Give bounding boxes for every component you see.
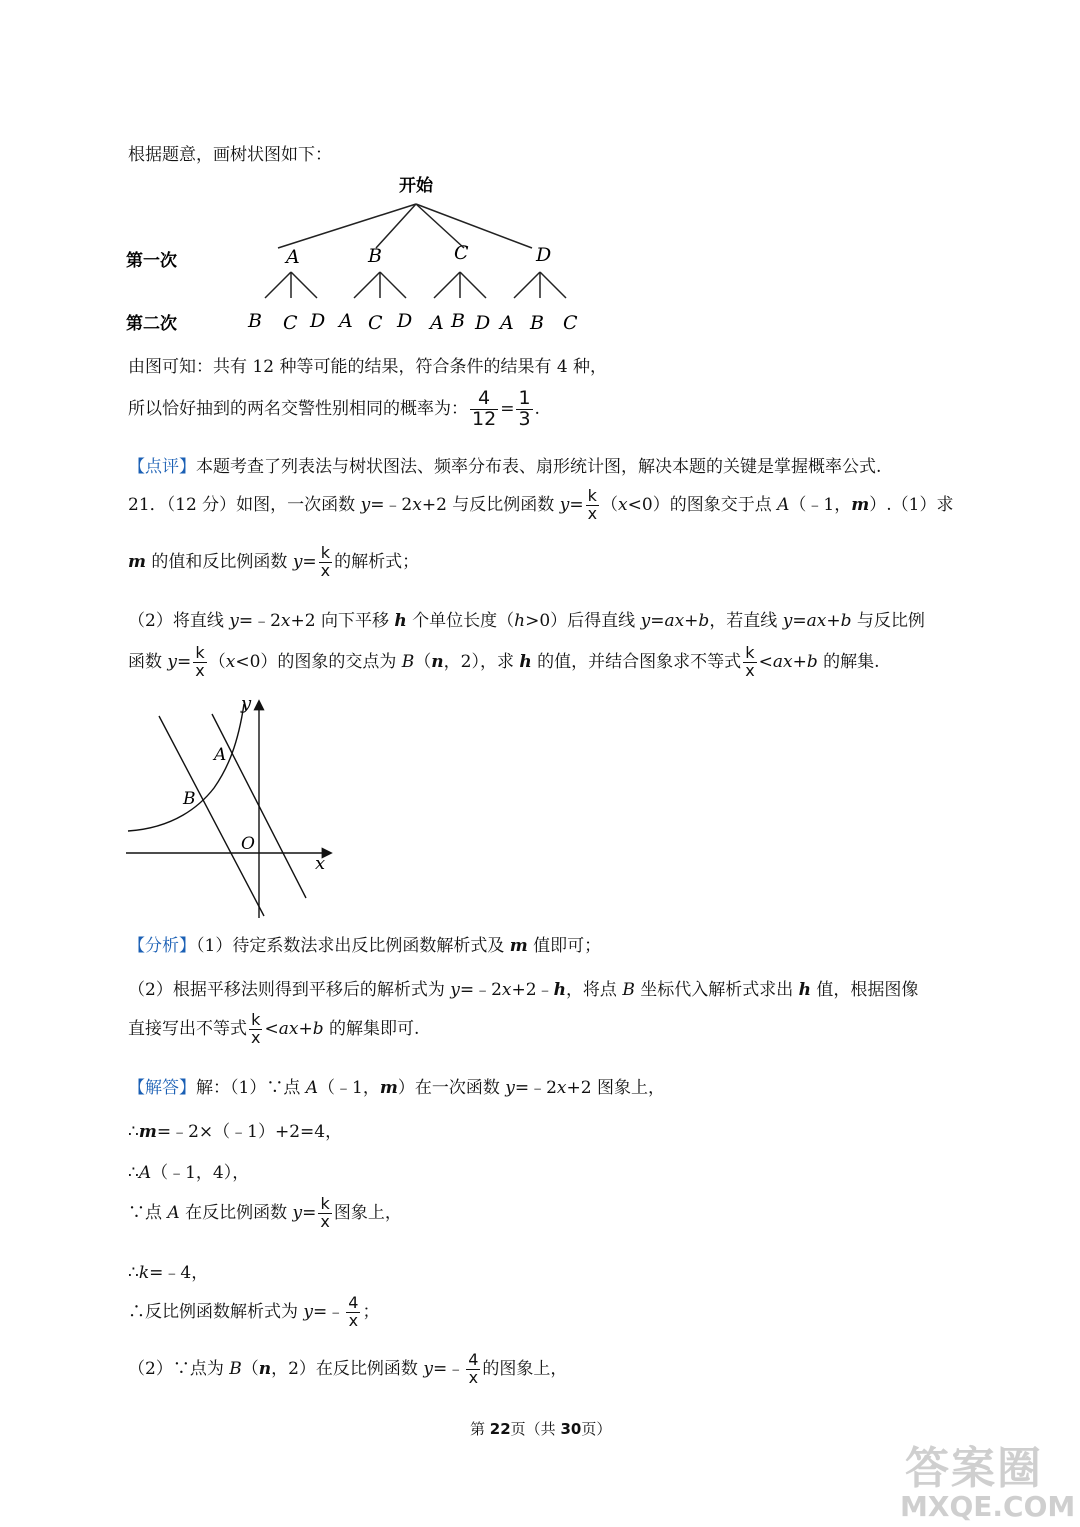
second-node: C — [283, 312, 298, 334]
second-node: B — [451, 310, 465, 332]
solution-tag: 【解答】 — [128, 1078, 196, 1098]
solution-line-3: ∴A（﹣1，4）， — [128, 1163, 250, 1183]
fraction-k-over-x: $\frac{k}{x}$ — [320, 543, 331, 580]
second-node: A — [500, 312, 514, 334]
second-node: D — [310, 310, 326, 332]
row1-label: 第一次 — [126, 251, 177, 271]
q21-line-4: 函数 y= $\frac{k}{x}$ （x<0）的图象的交点为 B（n，2），求 h 的值，并结合图象求不等式 $\frac{k}{x}$ <ax+b 的解集. — [128, 643, 880, 680]
analysis-line-3: 直接写出不等式 $\frac{k}{x}$ <ax+b 的解集即可. — [128, 1010, 420, 1047]
first-node-c: C — [454, 242, 469, 264]
fraction-k-over-x: $\frac{k}{x}$ — [320, 1194, 330, 1231]
second-node: A — [339, 310, 353, 332]
fraction-k-over-x: $\frac{k}{x}$ — [195, 643, 205, 680]
page-footer: 第 22页（共 30页） — [470, 1420, 612, 1438]
fraction-1-3: $\frac{1}{3}$ — [518, 387, 531, 430]
fraction-k-over-x: $\frac{k}{x}$ — [745, 643, 755, 680]
solution-line-7: （2）∵点为 B（n，2）在反比例函数 y=﹣ $\frac{4}{x}$ 的图象上， — [128, 1350, 568, 1387]
analysis-line-2: （2）根据平移法则得到平移后的解析式为 y=﹣2x+2﹣h，将点 B 坐标代入解析式求出 h 值，根据图像 — [128, 980, 919, 1000]
solution-line-1: 【解答】解：（1）∵点 A（﹣1，m）在一次函数 y=﹣2x+2 图象上， — [128, 1078, 665, 1098]
tree-intro: 根据题意，画树状图如下： — [128, 145, 332, 165]
fraction-4-over-x: $\frac{4}{x}$ — [348, 1293, 359, 1330]
second-node: C — [368, 312, 383, 334]
result-line: 由图可知：共有 12 种等可能的结果，符合条件的结果有 4 种， — [128, 357, 608, 377]
watermark-url: MXQE.COM — [900, 1490, 1076, 1523]
y-axis-label: y — [241, 694, 252, 714]
point-b-label: B — [183, 789, 196, 809]
second-node: C — [563, 312, 578, 334]
solution-line-5: ∴k=﹣4， — [128, 1263, 209, 1283]
analysis-tag: 【分析】 — [128, 936, 196, 956]
review-text: 本题考查了列表法与树状图法、频率分布表、扇形统计图，解决本题的关键是掌握概率公式. — [196, 457, 882, 477]
fraction-4-12: $\frac{4}{12}$ — [472, 387, 497, 430]
review-paragraph — [128, 452, 881, 477]
x-axis-label: x — [315, 853, 326, 874]
second-node: B — [530, 312, 544, 334]
first-node-b: B — [368, 245, 382, 267]
analysis-line-1: 【分析】（1）待定系数法求出反比例函数解析式及 m 值即可； — [128, 936, 602, 956]
function-graph — [124, 694, 344, 922]
fraction-k-over-x: $\frac{k}{x}$ — [587, 486, 598, 523]
second-node: D — [475, 312, 491, 334]
probability-line: 所以恰好抽到的两名交警性别相同的概率为： $\frac{4}{12}$ = $\frac{1}{3}$ . — [128, 387, 540, 430]
page-total: 30 — [560, 1420, 582, 1438]
shifted-line — [159, 716, 264, 916]
review-tag: 【点评】 — [128, 457, 196, 477]
second-node: D — [397, 310, 413, 332]
origin-label: O — [241, 834, 255, 854]
probability-text: 所以恰好抽到的两名交警性别相同的概率为： — [128, 398, 468, 419]
point-a-label: A — [214, 745, 227, 765]
tree-diagram — [120, 168, 600, 340]
q21-line-2: m 的值和反比例函数 y= $\frac{k}{x}$ 的解析式； — [128, 543, 420, 580]
second-node: B — [248, 310, 262, 332]
first-node-a: A — [286, 246, 300, 268]
watermark-logo: 答案圈 — [905, 1443, 1043, 1494]
second-node: A — [430, 312, 444, 334]
fraction-4-over-x: $\frac{4}{x}$ — [468, 1350, 479, 1387]
tree-root: 开始 — [399, 176, 433, 196]
solution-line-6: ∴反比例函数解析式为 y=﹣ $\frac{4}{x}$ ； — [128, 1293, 380, 1330]
fraction-k-over-x: $\frac{k}{x}$ — [251, 1010, 261, 1047]
solution-line-4: ∵点 A 在反比例函数 y= $\frac{k}{x}$ 图象上， — [128, 1194, 402, 1231]
row2-label: 第二次 — [126, 314, 177, 334]
solution-line-2: ∴m=﹣2×（﹣1）+2=4， — [128, 1122, 343, 1142]
q21-line-3: （2）将直线 y=﹣2x+2 向下平移 h 个单位长度（h>0）后得直线 y=ax+b，若直线 y=ax+b 与反比例 — [128, 611, 925, 631]
q21-line-1: 21．（12 分）如图，一次函数 y=﹣2x+2 与反比例函数 y= $\frac{k}{x}$ （x<0）的图象交于点 A（﹣1，m）.（1）求 — [128, 486, 954, 523]
page-number: 22 — [489, 1420, 511, 1438]
first-node-d: D — [536, 244, 552, 266]
